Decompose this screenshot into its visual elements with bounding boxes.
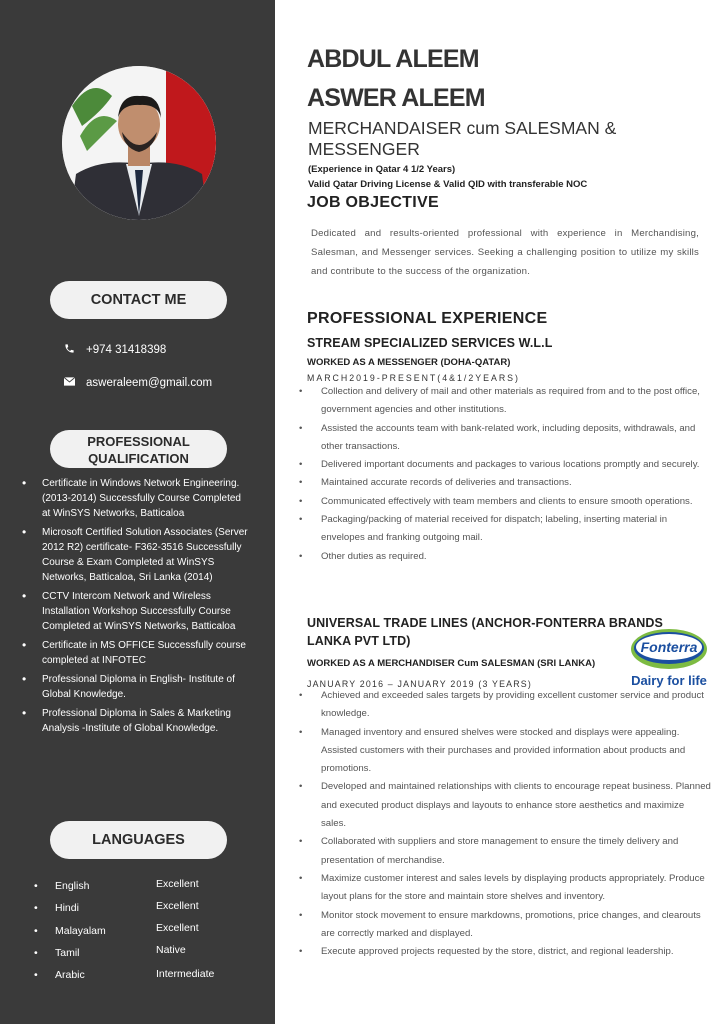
- company-name: STREAM SPECIALIZED SERVICES W.L.L: [307, 336, 553, 350]
- list-item: • Certificate in Windows Network Engineering. (2013-2014) Successfully Course Completed at WinSYS Networks, Batticaloa: [22, 476, 248, 521]
- name-line1: ABDUL ALEEM: [307, 45, 479, 73]
- list-item: • Microsoft Certified Solution Associates (Server 2012 R2) certificate- F362-3516 Successfully Course & Exam Completed at WinSYS Networks, Batticaloa, Sri Lanka (2014): [22, 525, 248, 585]
- language-name: • Tamil: [34, 947, 80, 959]
- fonterra-logo: [613, 627, 711, 691]
- envelope-icon: [64, 377, 86, 389]
- language-level: Excellent: [156, 878, 199, 890]
- list-item: • Managed inventory and ensured shelves were stocked and displays were appealing. Assisted customers with their purchases and provided information about products and promotions.: [299, 724, 711, 779]
- sidebar: [0, 0, 275, 1024]
- phone-icon: [64, 343, 86, 357]
- job-role: WORKED AS A MERCHANDISER Cum SALESMAN (SRI LANKA): [307, 658, 596, 669]
- contact-email: [64, 377, 212, 389]
- company-name-line2: LANKA PVT LTD): [307, 634, 411, 648]
- qualification-heading: [50, 430, 227, 468]
- job-duties: [299, 687, 711, 961]
- objective-heading: JOB OBJECTIVE: [307, 194, 439, 211]
- contact-heading-text: CONTACT ME: [90, 292, 187, 308]
- list-item: • Professional Diploma in Sales & Marketing Analysis -Institute of Global Knowledge.: [22, 706, 248, 736]
- fonterra-logo-icon: [613, 627, 711, 691]
- name-line2: ASWER ALEEM: [307, 84, 485, 112]
- language-name: • Arabic: [34, 969, 85, 981]
- languages-heading: [50, 821, 227, 859]
- list-item: • Delivered important documents and packages to various locations promptly and securely.: [299, 456, 711, 474]
- list-item: • Certificate in MS OFFICE Successfully course completed at INFOTEC: [22, 638, 248, 668]
- list-item: • Achieved and exceeded sales targets by providing excellent customer service and product knowledge.: [299, 687, 711, 724]
- language-name: • English: [34, 880, 89, 892]
- job-dates: JANUARY 2016 – JANUARY 2019 (3 YEARS): [307, 679, 532, 689]
- list-item: • Maintained accurate records of deliveries and transactions.: [299, 474, 711, 492]
- languages-heading-text: LANGUAGES: [92, 832, 185, 848]
- job-role: WORKED AS A MESSENGER (DOHA-QATAR): [307, 357, 511, 368]
- list-item: • Professional Diploma in English- Institute of Global Knowledge.: [22, 672, 248, 702]
- company-name-line1: UNIVERSAL TRADE LINES (ANCHOR-FONTERRA BRANDS: [307, 616, 663, 630]
- job-duties: [299, 383, 711, 566]
- email-address[interactable]: asweraleem@gmail.com: [86, 377, 213, 389]
- list-item: • Monitor stock movement to ensure markdowns, promotions, price changes, and clearouts are correctly marked and displayed.: [299, 907, 711, 944]
- list-item: • Collection and delivery of mail and other materials as required from and to the post office, government agencies and other institutions.: [299, 383, 711, 420]
- language-level: Excellent: [156, 900, 199, 912]
- qualification-list: [22, 476, 248, 740]
- list-item: • Packaging/packing of material received for dispatch; labeling, inserting material in envelopes and franking outgoing mail.: [299, 511, 711, 548]
- main-content: [275, 0, 724, 1024]
- list-item: • Execute approved projects requested by the store, district, and regional leadership.: [299, 943, 711, 961]
- phone-number[interactable]: +974 31418398: [86, 344, 167, 356]
- experience-heading: PROFESSIONAL EXPERIENCE: [307, 310, 548, 327]
- language-level: Intermediate: [156, 968, 215, 980]
- language-level: Native: [156, 944, 186, 956]
- language-name: • Malayalam: [34, 925, 106, 937]
- qualification-heading-line1: PROFESSIONAL: [87, 434, 190, 449]
- language-name: • Hindi: [34, 902, 79, 914]
- list-item: • CCTV Intercom Network and Wireless Installation Workshop Successfully Course Completed at WinSYS Networks, Batticaloa: [22, 589, 248, 634]
- contact-heading: [50, 281, 227, 319]
- list-item: • Other duties as required.: [299, 548, 711, 566]
- job-title: MERCHANDAISER cum SALESMAN & MESSENGER: [308, 118, 617, 159]
- avatar: [62, 66, 216, 220]
- list-item: • Assisted the accounts team with bank-related work, including deposits, withdrawals, and other transactions.: [299, 420, 711, 457]
- license-note: Valid Qatar Driving License & Valid QID with transferable NOC: [308, 179, 588, 190]
- fonterra-logo-text: Fonterra: [640, 639, 698, 655]
- list-item: • Communicated effectively with team members and clients to ensure smooth operations.: [299, 493, 711, 511]
- fonterra-tagline: Dairy for life: [631, 673, 707, 688]
- list-item: • Maximize customer interest and sales levels by displaying products appropriately. Produce layout plans for the store and maintain store shelves and inventory.: [299, 870, 711, 907]
- list-item: • Developed and maintained relationships with clients to encourage repeat business. Planned and executed product displays and layouts to enhance store aesthetics and maximize sales.: [299, 778, 711, 833]
- language-level: Excellent: [156, 922, 199, 934]
- list-item: • Collaborated with suppliers and store management to ensure the timely delivery and presentation of merchandise.: [299, 833, 711, 870]
- experience-note: (Experience in Qatar 4 1/2 Years): [308, 164, 456, 175]
- qualification-heading-line2: QUALIFICATION: [88, 451, 189, 466]
- objective-text: Dedicated and results-oriented professional with experience in Merchandising, Salesman, and Messenger services. Seeking a challenging position to utilize my skills and contribute to the success of the organization.: [311, 228, 699, 277]
- profile-photo: [62, 66, 216, 220]
- job-dates: MARCH2019-PRESENT(4&1/2YEARS): [307, 373, 520, 383]
- contact-phone: [64, 343, 166, 357]
